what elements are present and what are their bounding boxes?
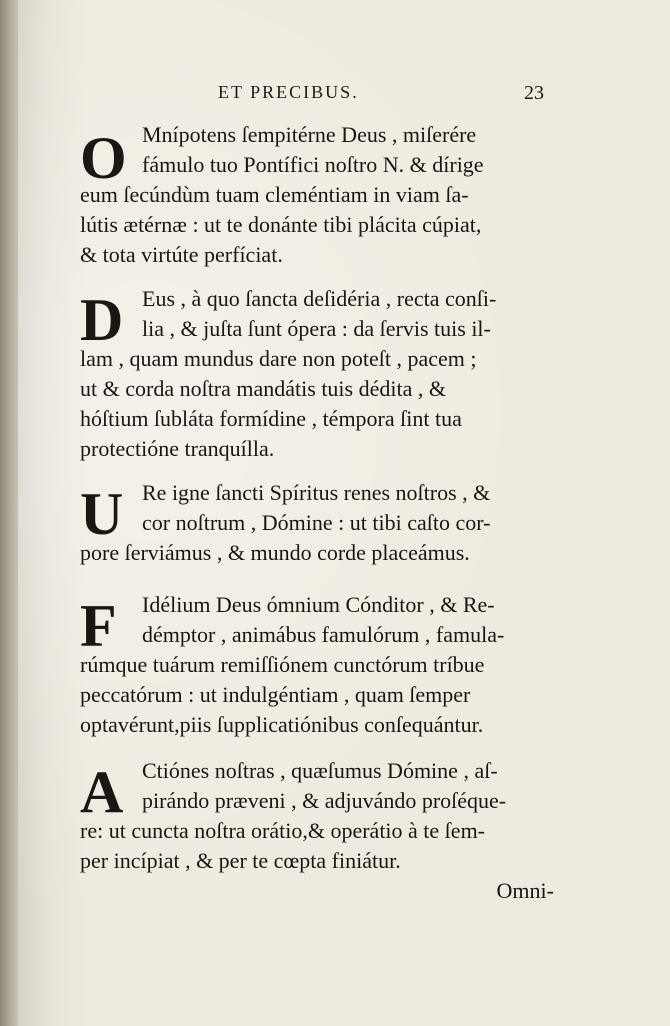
text-line: hóſtium ſubláta formídine , témpora ſint tua (80, 406, 462, 431)
text-line: optavérunt,piis ſupplicatiónibus conſequántur. (80, 712, 484, 737)
text-line: per incípiat , & per te cœpta finiátur. (80, 848, 401, 873)
text-line: démptor , animábus famulórum , famula- (142, 622, 505, 647)
text-line: lia , & juſta ſunt ópera : da ſervis tuis il- (142, 316, 491, 341)
text-line: Eus , à quo ſancta deſidéria , recta conſi- (142, 286, 497, 311)
text-line: Mnípotens ſempitérne Deus , miſerére (142, 122, 477, 147)
page-number: 23 (524, 82, 544, 104)
drop-cap: A (80, 759, 124, 825)
text-line: pore ſerviámus , & mundo corde placeámus. (80, 540, 470, 565)
text-line: Ctiónes noſtras , quæſumus Dómine , aſ- (142, 758, 498, 783)
text-line: lútis ætérnæ : ut te donánte tibi plácita cúpiat, (80, 212, 482, 237)
text-line: pirándo præveni , & adjuvándo proſéque- (142, 788, 507, 813)
prayer-2 (80, 284, 554, 464)
text-line: peccatórum : ut indulgéntiam , quam ſemper (80, 682, 471, 707)
text-line: eum ſecúndùm tuam cleméntiam in viam ſa- (80, 182, 469, 207)
drop-cap: F (80, 593, 117, 659)
text-line: fámulo tuo Pontífici noſtro N. & dírige (142, 152, 484, 177)
drop-cap: U (80, 481, 124, 547)
prayer-5 (80, 756, 554, 906)
text-line: & tota virtúte perfíciat. (80, 242, 283, 267)
text-line: Idélium Deus ómnium Cónditor , & Re- (142, 592, 495, 617)
text-line: protectióne tranquílla. (80, 436, 275, 461)
prayer-3 (80, 478, 554, 568)
prayer-4 (80, 590, 554, 740)
text-line: lam , quam mundus dare non poteſt , pacem ; (80, 346, 477, 371)
running-head: ET PRECIBUS. (218, 82, 359, 102)
text-line: re: ut cuncta noſtra orátio,& operátio à te ſem- (80, 818, 486, 843)
text-line: Re igne ſancti Spíritus renes noſtros , & (142, 480, 491, 505)
drop-cap: D (80, 287, 124, 353)
catchword: Omni- (496, 878, 554, 903)
text-line: ut & corda noſtra mandátis tuis dédita , & (80, 376, 446, 401)
page-header (140, 82, 560, 106)
text-line: rúmque tuárum remiſſiónem cunctórum tríbue (80, 652, 485, 677)
prayer-1 (80, 120, 554, 270)
drop-cap: O (80, 125, 127, 191)
text-line: cor noſtrum , Dómine : ut tibi caſto cor- (142, 510, 491, 535)
